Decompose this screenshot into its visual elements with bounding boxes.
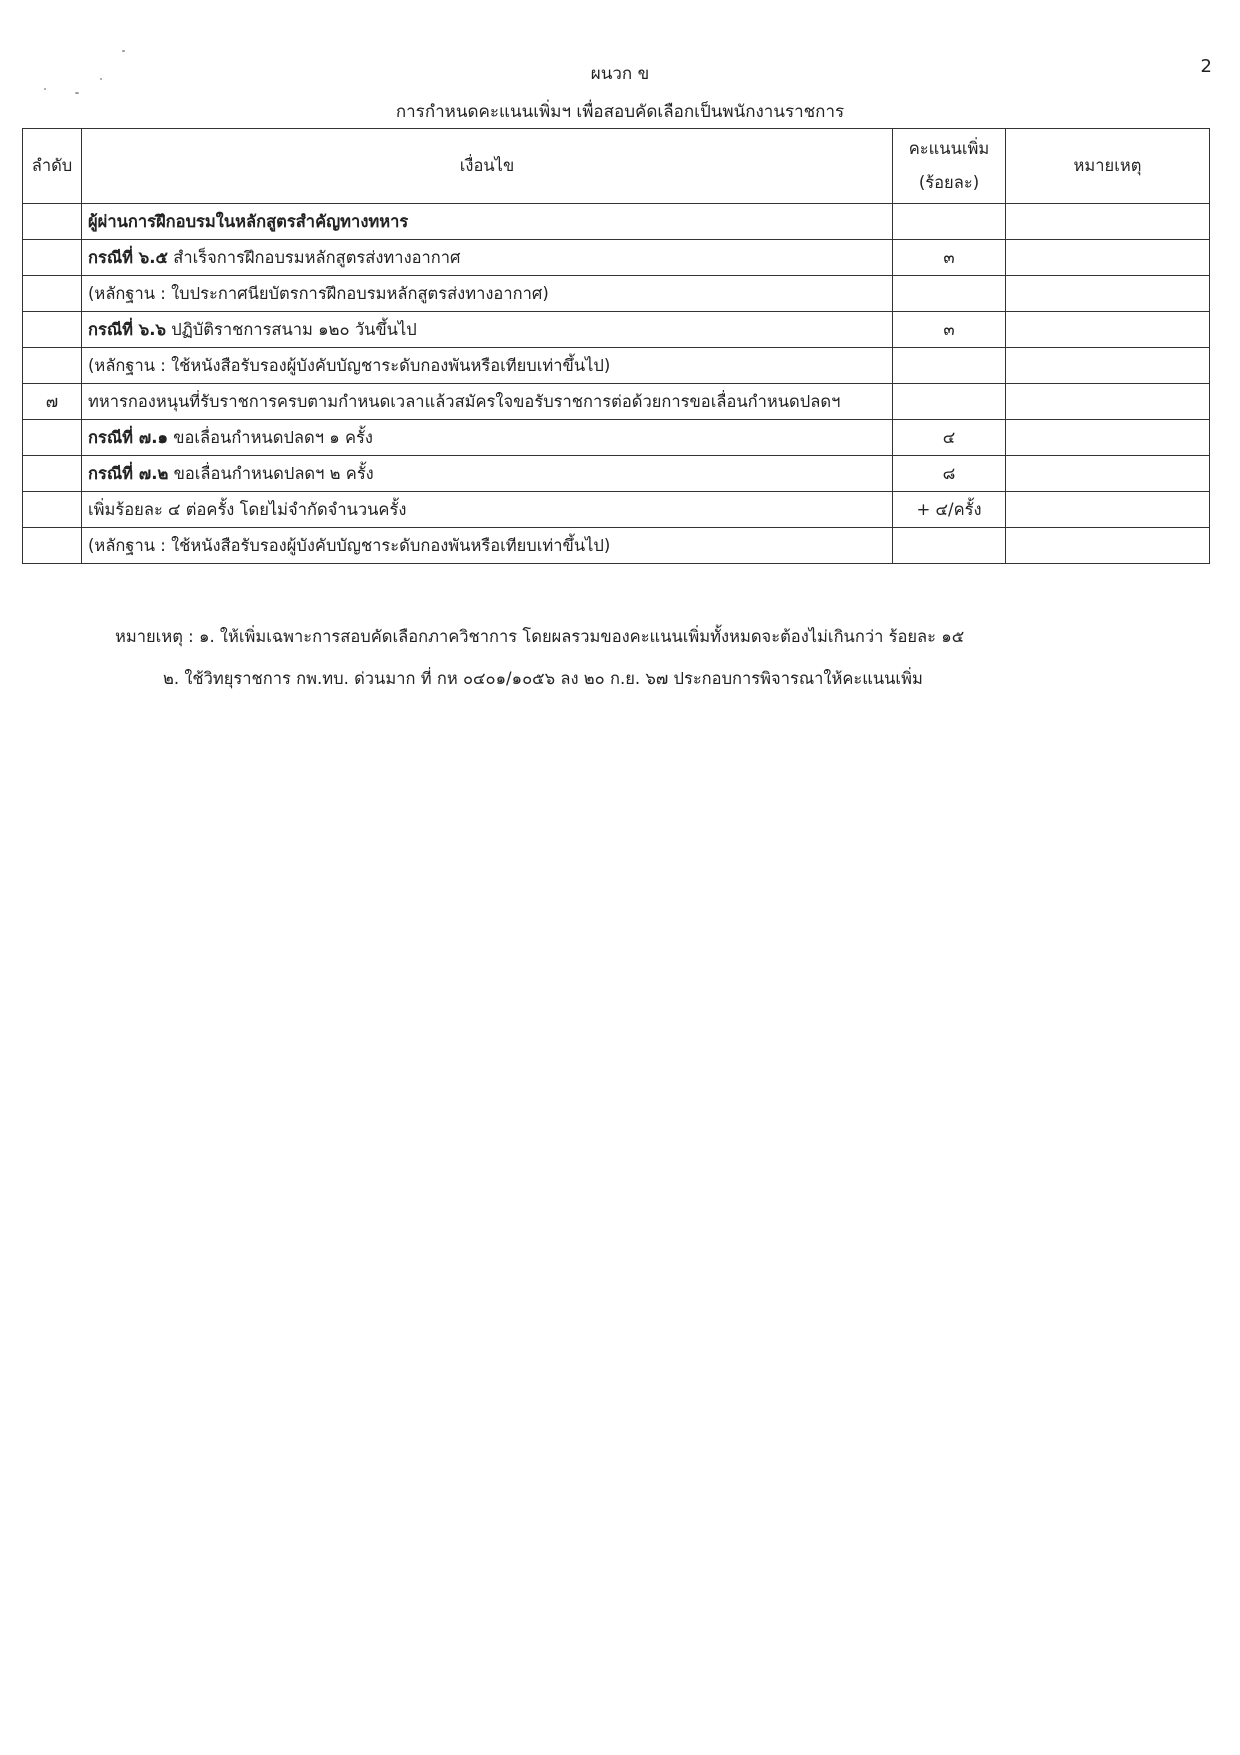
row-points: ๔ bbox=[893, 420, 1006, 456]
note-line-2: ๒. ใช้วิทยุราชการ กพ.ทบ. ด่วนมาก ที่ กห ๐๔๐๑/๑๐๕๖ ลง ๒๐ ก.ย. ๖๗ ประกอบการพิจารณาให้คะแนนเพิ่ม bbox=[163, 669, 923, 688]
criteria-table bbox=[22, 128, 1210, 564]
table-row bbox=[23, 528, 1210, 564]
row-number bbox=[23, 276, 82, 312]
annex-title: ผนวก ข bbox=[590, 64, 650, 84]
table-row bbox=[23, 312, 1210, 348]
condition-text: ทหารกองหนุนที่รับราชการครบตามกำหนดเวลาแล้วสมัครใจขอรับราชการต่อด้วยการขอเลื่อนกำหนดปลดฯ bbox=[88, 391, 841, 411]
row-condition bbox=[82, 276, 893, 312]
row-condition bbox=[82, 240, 893, 276]
row-remark bbox=[1006, 204, 1210, 240]
table-row bbox=[23, 420, 1210, 456]
table-row bbox=[23, 384, 1210, 420]
page-title: การกำหนดคะแนนเพิ่มฯ เพื่อสอบคัดเลือกเป็นพนักงานราชการ bbox=[395, 102, 845, 122]
row-points: ๘ bbox=[893, 456, 1006, 492]
row-points: + ๔/ครั้ง bbox=[893, 492, 1006, 528]
row-points bbox=[893, 348, 1006, 384]
condition-text: เพิ่มร้อยละ ๔ ต่อครั้ง โดยไม่จำกัดจำนวนครั้ง bbox=[88, 499, 407, 519]
row-number bbox=[23, 312, 82, 348]
row-points: ๓ bbox=[893, 240, 1006, 276]
scan-speck bbox=[44, 88, 46, 90]
row-points: ๓ bbox=[893, 312, 1006, 348]
header-no: ลำดับ bbox=[23, 129, 82, 204]
page-number: 2 bbox=[1200, 56, 1212, 77]
condition-text: (หลักฐาน : ใบประกาศนียบัตรการฝึกอบรมหลักสูตรส่งทางอากาศ) bbox=[88, 283, 549, 303]
table-row bbox=[23, 204, 1210, 240]
row-remark bbox=[1006, 240, 1210, 276]
condition-text: (หลักฐาน : ใช้หนังสือรับรองผู้บังคับบัญชาระดับกองพันหรือเทียบเท่าขึ้นไป) bbox=[88, 355, 611, 375]
row-condition bbox=[82, 420, 893, 456]
header-condition: เงื่อนไข bbox=[82, 129, 893, 204]
row-condition bbox=[82, 348, 893, 384]
row-remark bbox=[1006, 348, 1210, 384]
condition-text: ปฏิบัติราชการสนาม ๑๒๐ วันขึ้นไป bbox=[171, 319, 417, 339]
row-points bbox=[893, 276, 1006, 312]
row-remark bbox=[1006, 312, 1210, 348]
row-number bbox=[23, 456, 82, 492]
row-points bbox=[893, 384, 1006, 420]
case-label: กรณีที่ ๗.๑ bbox=[88, 427, 168, 447]
row-condition bbox=[82, 384, 893, 420]
case-label: กรณีที่ ๖.๖ bbox=[88, 319, 166, 339]
table-header-row bbox=[23, 129, 1210, 204]
condition-text: (หลักฐาน : ใช้หนังสือรับรองผู้บังคับบัญชาระดับกองพันหรือเทียบเท่าขึ้นไป) bbox=[88, 535, 611, 555]
row-number bbox=[23, 420, 82, 456]
row-condition bbox=[82, 528, 893, 564]
row-remark bbox=[1006, 384, 1210, 420]
condition-text: ขอเลื่อนกำหนดปลดฯ ๑ ครั้ง bbox=[173, 427, 373, 447]
condition-text: ขอเลื่อนกำหนดปลดฯ ๒ ครั้ง bbox=[173, 463, 374, 483]
case-label: กรณีที่ ๖.๕ bbox=[88, 247, 169, 267]
scan-speck bbox=[122, 50, 125, 52]
scan-speck bbox=[75, 92, 79, 94]
row-remark bbox=[1006, 456, 1210, 492]
condition-text: ผู้ผ่านการฝึกอบรมในหลักสูตรสำคัญทางทหาร bbox=[88, 211, 409, 231]
condition-text: สำเร็จการฝึกอบรมหลักสูตรส่งทางอากาศ bbox=[173, 247, 461, 267]
row-remark bbox=[1006, 420, 1210, 456]
table-row bbox=[23, 276, 1210, 312]
table-row bbox=[23, 348, 1210, 384]
row-number bbox=[23, 492, 82, 528]
note-line-1: หมายเหตุ : ๑. ให้เพิ่มเฉพาะการสอบคัดเลือกภาควิชาการ โดยผลรวมของคะแนนเพิ่มทั้งหมดจะต้องไม่เกินกว่า ร้อยละ ๑๕ bbox=[115, 627, 965, 646]
table-row bbox=[23, 240, 1210, 276]
row-number bbox=[23, 348, 82, 384]
header-remark: หมายเหตุ bbox=[1006, 129, 1210, 204]
table-row bbox=[23, 492, 1210, 528]
row-remark bbox=[1006, 276, 1210, 312]
row-condition bbox=[82, 204, 893, 240]
row-condition bbox=[82, 492, 893, 528]
row-condition bbox=[82, 312, 893, 348]
row-remark bbox=[1006, 492, 1210, 528]
row-number bbox=[23, 204, 82, 240]
table-row bbox=[23, 456, 1210, 492]
row-condition bbox=[82, 456, 893, 492]
row-number bbox=[23, 528, 82, 564]
row-number bbox=[23, 240, 82, 276]
table-body bbox=[23, 204, 1210, 564]
row-points bbox=[893, 204, 1006, 240]
notes-section bbox=[115, 616, 964, 700]
header-points-line2: (ร้อยละ) bbox=[918, 173, 980, 192]
row-number: ๗ bbox=[23, 384, 82, 420]
header-points bbox=[893, 129, 1006, 204]
row-remark bbox=[1006, 528, 1210, 564]
header-points-line1: คะแนนเพิ่ม bbox=[908, 139, 990, 158]
row-points bbox=[893, 528, 1006, 564]
case-label: กรณีที่ ๗.๒ bbox=[88, 463, 169, 483]
